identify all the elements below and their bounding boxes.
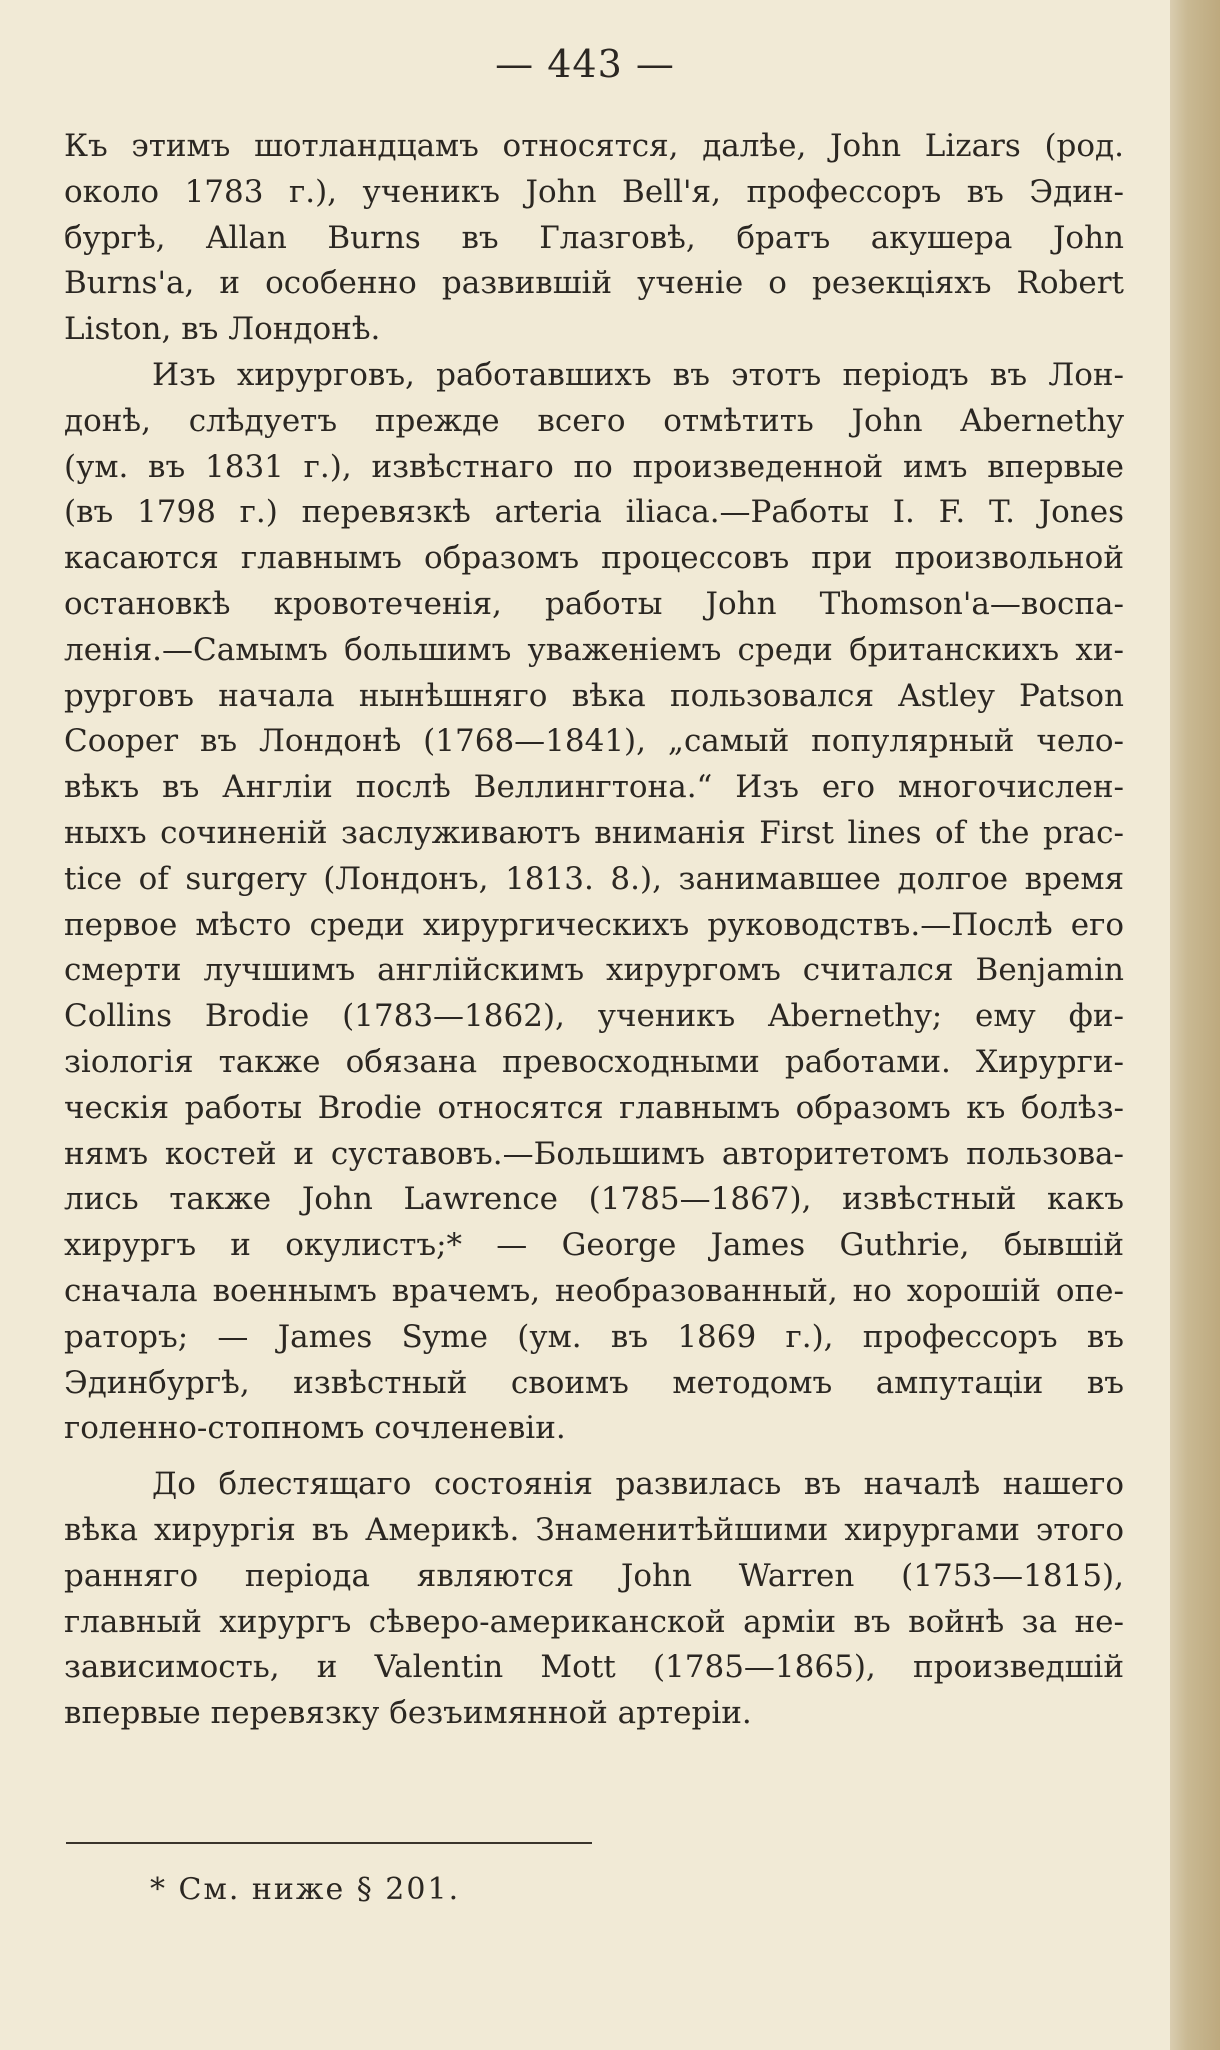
text-line: первое мѣсто среди хирургическихъ руководствъ.—Послѣ его (64, 906, 1124, 943)
text-line: До блестящаго состоянія развилась въ началѣ нашего (152, 1466, 1124, 1503)
footnote-divider (66, 1842, 592, 1844)
page-number: — 443 — (495, 42, 675, 86)
text-line: рурговъ начала нынѣшняго вѣка пользовался Astley Patson (64, 677, 1124, 714)
text-line: Cooper въ Лондонѣ (1768—1841), „самый популярный чело- (64, 723, 1124, 760)
text-line: ческія работы Brodie относятся главнымъ образомъ къ болѣз- (64, 1089, 1124, 1126)
text-line: Къ этимъ шотландцамъ относятся, далѣе, John Lizars (род. (64, 128, 1124, 164)
text-line: лись также John Lawrence (1785—1867), извѣстный какъ (64, 1181, 1124, 1218)
text-line: ныхъ сочиненій заслуживаютъ вниманія First lines of the prac- (64, 814, 1124, 851)
text-line: остановкѣ кровотеченія, работы John Thomson'а—воспа- (64, 585, 1124, 622)
footnote: * См. ниже § 201. (150, 1872, 461, 1907)
text-line: Эдинбургѣ, извѣстный своимъ методомъ ампутаціи въ (64, 1364, 1124, 1401)
text-line: Изъ хирурговъ, работавшихъ въ этотъ періодъ въ Лон- (152, 356, 1124, 393)
text-line: Liston, въ Лондонѣ. (64, 311, 381, 348)
text-line: сначала военнымъ врачемъ, необразованный, но хорошій опе- (64, 1272, 1124, 1309)
text-line: главный хирургъ сѣверо-американской арміи въ войнѣ за не- (64, 1603, 1124, 1640)
text-line: ранняго періода являются John Warren (1753—1815), (64, 1557, 1124, 1594)
text-line: впервые перевязку безъимянной артеріи. (64, 1695, 752, 1732)
text-line: вѣкъ въ Англіи послѣ Веллингтона.“ Изъ его многочислен- (64, 769, 1124, 806)
text-line: около 1783 г.), ученикъ John Bell'я, профессоръ въ Эдин- (64, 173, 1124, 210)
text-line: зіологія также обязана превосходными работами. Хирурги- (64, 1043, 1124, 1080)
text-line: вѣка хирургія въ Америкѣ. Знаменитѣйшими хирургами этого (64, 1511, 1124, 1548)
text-line: Burns'а, и особенно развившій ученіе о резекціяхъ Robert (64, 265, 1124, 302)
page-edge (1170, 0, 1220, 2050)
text-line: донѣ, слѣдуетъ прежде всего отмѣтить John Abernethy (64, 402, 1124, 439)
text-line: хирургъ и окулистъ;* — George James Guthrie, бывшій (64, 1227, 1124, 1264)
text-line: касаются главнымъ образомъ процессовъ при произвольной (64, 540, 1124, 577)
text-line: (въ 1798 г.) перевязкѣ arteria iliaca.—Работы I. F. T. Jones (64, 494, 1124, 531)
text-line: смерти лучшимъ англійскимъ хирургомъ считался Benjamin (64, 952, 1124, 989)
text-line: бургѣ, Allan Burns въ Глазговѣ, братъ акушера John (64, 219, 1124, 256)
text-line: голенно-стопномъ сочленевіи. (64, 1410, 566, 1447)
text-line: (ум. въ 1831 г.), извѣстнаго по произведенной имъ впервые (64, 448, 1124, 485)
text-line: зависимость, и Valentin Mott (1785—1865), произведшій (64, 1649, 1124, 1686)
text-line: tice of surgery (Лондонъ, 1813. 8.), занимавшее долгое время (64, 860, 1124, 897)
text-line: нямъ костей и суставовъ.—Большимъ авторитетомъ пользова- (64, 1135, 1124, 1172)
text-line: раторъ; — James Syme (ум. въ 1869 г.), профессоръ въ (64, 1318, 1124, 1355)
text-line: ленія.—Самымъ большимъ уваженіемъ среди британскихъ хи- (64, 631, 1124, 668)
body-text (64, 124, 1124, 1737)
text-line: Collins Brodie (1783—1862), ученикъ Abernethy; ему фи- (64, 998, 1124, 1035)
